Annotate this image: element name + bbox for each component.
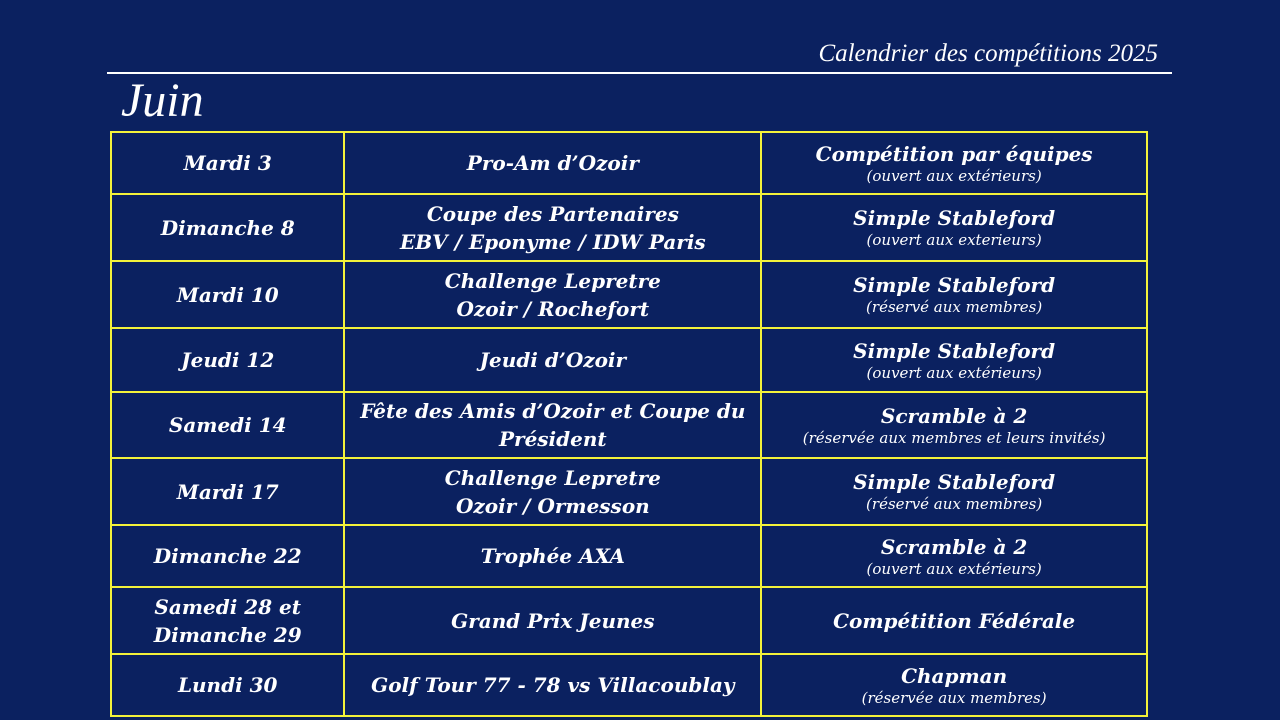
date-cell bbox=[111, 132, 344, 194]
format-name: Scramble à 2 bbox=[880, 534, 1028, 559]
format-cell bbox=[761, 392, 1147, 458]
eligibility-note: (ouvert aux extérieurs) bbox=[866, 559, 1042, 578]
table-row bbox=[111, 587, 1147, 654]
format-cell bbox=[761, 525, 1147, 587]
table-row bbox=[111, 261, 1147, 328]
format-name: Chapman bbox=[901, 663, 1008, 688]
format-name: Compétition Fédérale bbox=[833, 608, 1076, 633]
eligibility-note: (réservée aux membres) bbox=[861, 688, 1047, 707]
eligibility-note: (ouvert aux extérieurs) bbox=[866, 363, 1042, 382]
event-name: Président bbox=[499, 427, 607, 451]
date-cell bbox=[111, 458, 344, 525]
format-name: Simple Stableford bbox=[853, 206, 1056, 230]
table-row bbox=[111, 194, 1147, 261]
date-cell bbox=[111, 328, 344, 392]
event-cell bbox=[344, 654, 761, 716]
month-heading: Juin bbox=[121, 74, 204, 127]
document-title: Calendrier des compétitions 2025 bbox=[818, 40, 1158, 67]
eligibility-note: (ouvert aux extérieurs) bbox=[866, 166, 1042, 185]
table-row bbox=[111, 525, 1147, 587]
table-row bbox=[111, 654, 1147, 716]
table-row bbox=[111, 328, 1147, 392]
date-text: Lundi 30 bbox=[177, 673, 278, 697]
event-name: Grand Prix Jeunes bbox=[451, 608, 655, 633]
date-cell bbox=[111, 587, 344, 654]
event-name: Trophée AXA bbox=[480, 544, 625, 568]
event-name: Coupe des Partenaires bbox=[426, 201, 679, 226]
event-name: Challenge Lepretre bbox=[444, 465, 661, 490]
event-cell bbox=[344, 194, 761, 261]
date-cell bbox=[111, 525, 344, 587]
table-row bbox=[111, 458, 1147, 525]
format-name: Simple Stableford bbox=[853, 470, 1056, 494]
format-name: Simple Stableford bbox=[853, 273, 1056, 297]
eligibility-note: (réservé aux membres) bbox=[866, 495, 1043, 513]
event-name: Ozoir / Rochefort bbox=[456, 296, 650, 321]
eligibility-note: (réservé aux membres) bbox=[866, 298, 1043, 316]
format-name: Simple Stableford bbox=[853, 338, 1056, 363]
event-name: EBV / Eponyme / IDW Paris bbox=[399, 229, 706, 254]
format-cell bbox=[761, 328, 1147, 392]
format-name: Scramble à 2 bbox=[880, 403, 1028, 428]
date-text: Dimanche 22 bbox=[153, 544, 302, 568]
competition-table bbox=[110, 131, 1148, 717]
format-cell bbox=[761, 261, 1147, 328]
date-text: Dimanche 29 bbox=[153, 622, 302, 647]
date-text: Mardi 17 bbox=[176, 479, 279, 504]
event-name: Jeudi d’Ozoir bbox=[479, 348, 627, 372]
event-cell bbox=[344, 587, 761, 654]
date-text: Samedi 14 bbox=[168, 413, 287, 437]
format-cell bbox=[761, 458, 1147, 525]
event-name: Challenge Lepretre bbox=[444, 268, 661, 293]
eligibility-note: (ouvert aux exterieurs) bbox=[866, 231, 1042, 249]
date-text: Jeudi 12 bbox=[181, 348, 275, 372]
event-name: Pro-Am d’Ozoir bbox=[466, 151, 639, 175]
format-cell bbox=[761, 587, 1147, 654]
table-row bbox=[111, 392, 1147, 458]
event-name: Fête des Amis d’Ozoir et Coupe du bbox=[360, 399, 746, 423]
date-text: Dimanche 8 bbox=[160, 215, 295, 240]
event-name: Ozoir / Ormesson bbox=[455, 493, 650, 518]
event-cell bbox=[344, 132, 761, 194]
date-cell bbox=[111, 654, 344, 716]
event-cell bbox=[344, 328, 761, 392]
format-cell bbox=[761, 194, 1147, 261]
competition-table-body bbox=[111, 132, 1147, 716]
date-text: Samedi 28 et bbox=[154, 594, 302, 619]
event-cell bbox=[344, 392, 761, 458]
format-cell bbox=[761, 654, 1147, 716]
format-cell bbox=[761, 132, 1147, 194]
date-text: Mardi 3 bbox=[183, 151, 272, 175]
header-divider bbox=[107, 72, 1172, 74]
date-cell bbox=[111, 194, 344, 261]
format-name: Compétition par équipes bbox=[815, 141, 1093, 166]
eligibility-note: (réservée aux membres et leurs invités) bbox=[802, 428, 1106, 447]
event-cell bbox=[344, 525, 761, 587]
table-row bbox=[111, 132, 1147, 194]
date-cell bbox=[111, 261, 344, 328]
event-cell bbox=[344, 458, 761, 525]
date-text: Mardi 10 bbox=[176, 282, 279, 307]
event-cell bbox=[344, 261, 761, 328]
date-cell bbox=[111, 392, 344, 458]
event-name: Golf Tour 77 - 78 vs Villacoublay bbox=[371, 673, 735, 697]
